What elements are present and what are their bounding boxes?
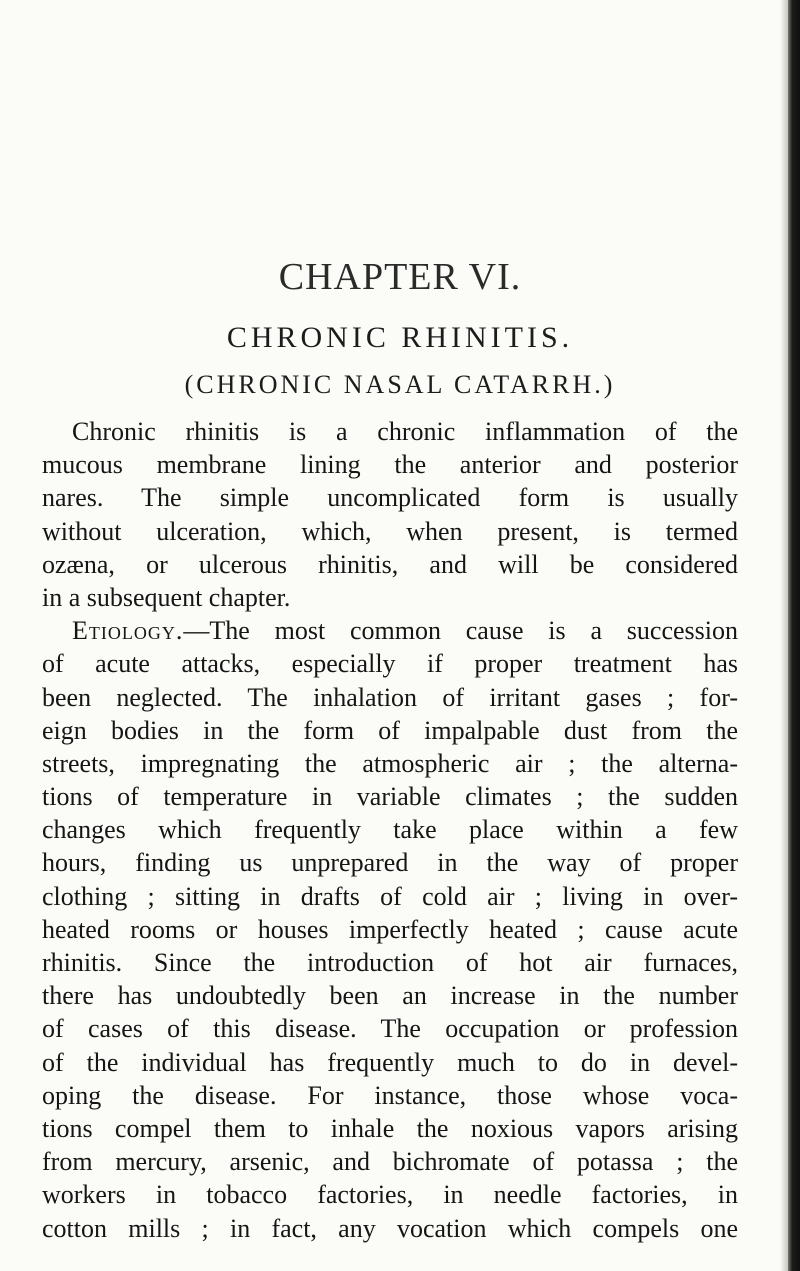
text-line: eign bodies in the form of impalpable dust from the — [42, 715, 738, 745]
text-line: workers in tobacco factories, in needle factories, in — [42, 1180, 738, 1210]
text-line: without ulceration, which, when present, is termed — [42, 516, 738, 546]
text-line: cotton mills ; in fact, any vocation which compels one — [42, 1213, 738, 1243]
body-text — [42, 415, 738, 1245]
text-line: Chronic rhinitis is a chronic inflammation of the — [72, 417, 738, 446]
paragraph-definition — [42, 415, 738, 614]
text-line: ozæna, or ulcerous rhinitis, and will be considered — [42, 549, 738, 579]
page-gutter-shadow — [780, 0, 788, 1271]
text-line: heated rooms or houses imperfectly heated ; cause acute — [42, 914, 738, 944]
text-line: mucous membrane lining the anterior and posterior — [42, 450, 738, 480]
text-line: in a subsequent chapter. — [42, 582, 291, 612]
text-line: streets, impregnating the atmospheric air ; the alterna- — [42, 748, 738, 778]
text-line: of acute attacks, especially if proper treatment has — [42, 649, 738, 679]
text-line: from mercury, arsenic, and bichromate of potassa ; the — [42, 1147, 738, 1177]
text-line: clothing ; sitting in drafts of cold air ; living in over- — [42, 881, 738, 911]
text-line: changes which frequently take place within a few — [42, 815, 738, 845]
etiology-heading: Etiology. — [72, 616, 184, 646]
text-line: been neglected. The inhalation of irritant gases ; for- — [42, 682, 738, 712]
etiology-first-line: —The most common cause is a succession — [183, 616, 738, 646]
page-edge — [788, 0, 800, 1271]
section-subtitle-text: (CHRONIC NASAL CATARRH.) — [184, 370, 616, 399]
section-title: CHRONIC RHINITIS. — [226, 321, 574, 354]
text-line: oping the disease. For instance, those whose voca- — [42, 1080, 738, 1110]
text-line: there has undoubtedly been an increase in the number — [42, 981, 738, 1011]
text-line: tions of temperature in variable climates ; the sudden — [42, 782, 738, 812]
text-line: hours, finding us unprepared in the way of proper — [42, 848, 738, 878]
text-line: rhinitis. Since the introduction of hot air furnaces, — [42, 948, 738, 977]
section-subtitle — [0, 372, 800, 398]
text-line: of cases of this disease. The occupation or profession — [42, 1014, 738, 1044]
text-line: tions compel them to inhale the noxious vapors arising — [42, 1113, 738, 1143]
text-line: nares. The simple uncomplicated form is usually — [42, 483, 738, 513]
chapter-title: CHAPTER VI. — [278, 256, 522, 298]
paragraph-etiology — [42, 614, 738, 1245]
text-line-etiology — [42, 614, 738, 647]
text-line: of the individual has frequently much to do in devel- — [42, 1047, 738, 1077]
